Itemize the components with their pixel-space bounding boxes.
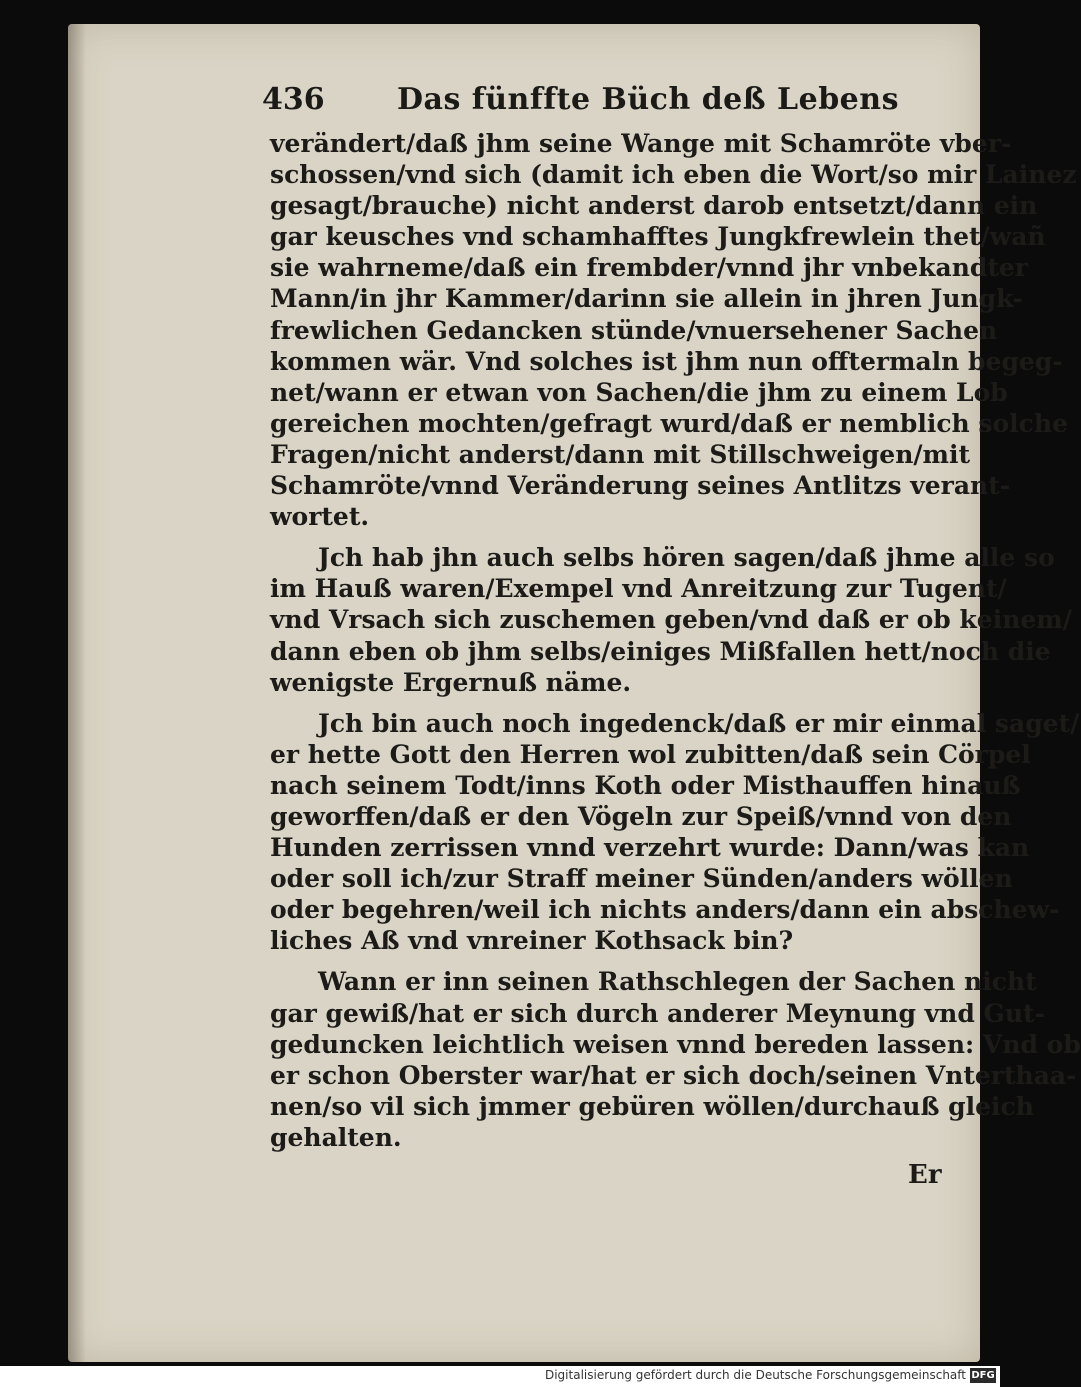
catchword: Er — [908, 1160, 942, 1190]
paragraph-gap — [270, 956, 950, 966]
text-line: geduncken leichtlich weisen vnnd bereden lassen: Vnd ob — [270, 1029, 1081, 1059]
text-line: er schon Oberster war/hat er sich doch/seinen Vnterthaa- — [270, 1060, 1077, 1090]
dfg-logo: DFG — [971, 1370, 995, 1381]
footer-credit: Digitalisierung gefördert durch die Deutsche Forschungsgemeinschaft — [544, 1368, 966, 1382]
text-line: frewlichen Gedancken stünde/vnuersehener Sachen — [270, 315, 998, 345]
text-line: er hette Gott den Herren wol zubitten/daß sein Cörpel — [270, 739, 1031, 769]
text-line: Mann/in jhr Kammer/darinn sie allein in jhren Jungk- — [270, 284, 1023, 314]
paragraph — [270, 542, 1072, 697]
text-line: liches Aß vnd vnreiner Kothsack bin? — [270, 926, 794, 956]
running-title: Das fünffte Büch deß Lebens — [397, 82, 899, 117]
text-line: oder begehren/weil ich nichts anders/dann ein abschew- — [270, 895, 1060, 925]
text-line: Fragen/nicht anderst/dann mit Stillschweigen/mit — [270, 439, 970, 469]
text-line: net/wann er etwan von Sachen/die jhm zu einem Lob — [270, 377, 1008, 407]
paragraph — [270, 966, 1081, 1153]
paragraph — [270, 128, 1077, 532]
text-line: gereichen mochten/gefragt wurd/daß er nemblich solche — [270, 408, 1068, 438]
text-line: Jch bin auch noch ingedenck/daß er mir einmal saget/ — [318, 708, 1080, 738]
text-line: Hunden zerrissen vnnd verzehrt wurde: Dann/was kan — [270, 833, 1030, 863]
text-line: oder soll ich/zur Straff meiner Sünden/anders wöllen — [270, 864, 1013, 894]
text-line: gesagt/brauche) nicht anderst darob entsetzt/dann ein — [270, 191, 1038, 221]
body-text — [270, 128, 1081, 1153]
text-line: im Hauß waren/Exempel vnd Anreitzung zur Tugent/ — [270, 574, 1007, 604]
text-line: Wann er inn seinen Rathschlegen der Sachen nicht — [318, 967, 1037, 997]
text-line: sie wahrneme/daß ein frembder/vnnd jhr vnbekandter — [270, 253, 1028, 283]
paragraph — [270, 708, 1080, 957]
page-number: 436 — [262, 82, 325, 117]
text-line: kommen wär. Vnd solches ist jhm nun offtermaln begeg- — [270, 346, 1063, 376]
paragraph-gap — [270, 532, 950, 542]
text-line: gar gewiß/hat er sich durch anderer Meynung vnd Gut- — [270, 998, 1045, 1028]
text-line: Schamröte/vnnd Veränderung seines Antlitzs verant- — [270, 471, 1011, 501]
text-line: Jch hab jhn auch selbs hören sagen/daß jhme alle so — [318, 543, 1055, 573]
text-line: gar keusches vnd schamhafftes Jungkfrewlein thet/wañ — [270, 222, 1046, 252]
page-header — [262, 82, 952, 126]
footer-bar — [0, 1366, 1000, 1387]
text-line: schossen/vnd sich (damit ich eben die Wort/so mir Lainez — [270, 160, 1077, 190]
text-line: gehalten. — [270, 1122, 402, 1152]
page-gutter-shadow — [68, 24, 86, 1362]
text-line: vnd Vrsach sich zuschemen geben/vnd daß er ob keinem/ — [270, 605, 1072, 635]
text-line: nen/so vil sich jmmer gebüren wöllen/durchauß gleich — [270, 1091, 1034, 1121]
text-line: verändert/daß jhm seine Wange mit Schamröte vber- — [270, 129, 1012, 158]
text-line: wortet. — [270, 502, 370, 532]
text-line: wenigste Ergernuß näme. — [270, 667, 632, 697]
text-line: geworffen/daß er den Vögeln zur Speiß/vnnd von den — [270, 801, 1012, 831]
text-line: dann eben ob jhm selbs/einiges Mißfallen hett/noch die — [270, 636, 1051, 666]
paragraph-gap — [270, 698, 950, 708]
text-line: nach seinem Todt/inns Koth oder Misthauffen hinauß — [270, 770, 1021, 800]
